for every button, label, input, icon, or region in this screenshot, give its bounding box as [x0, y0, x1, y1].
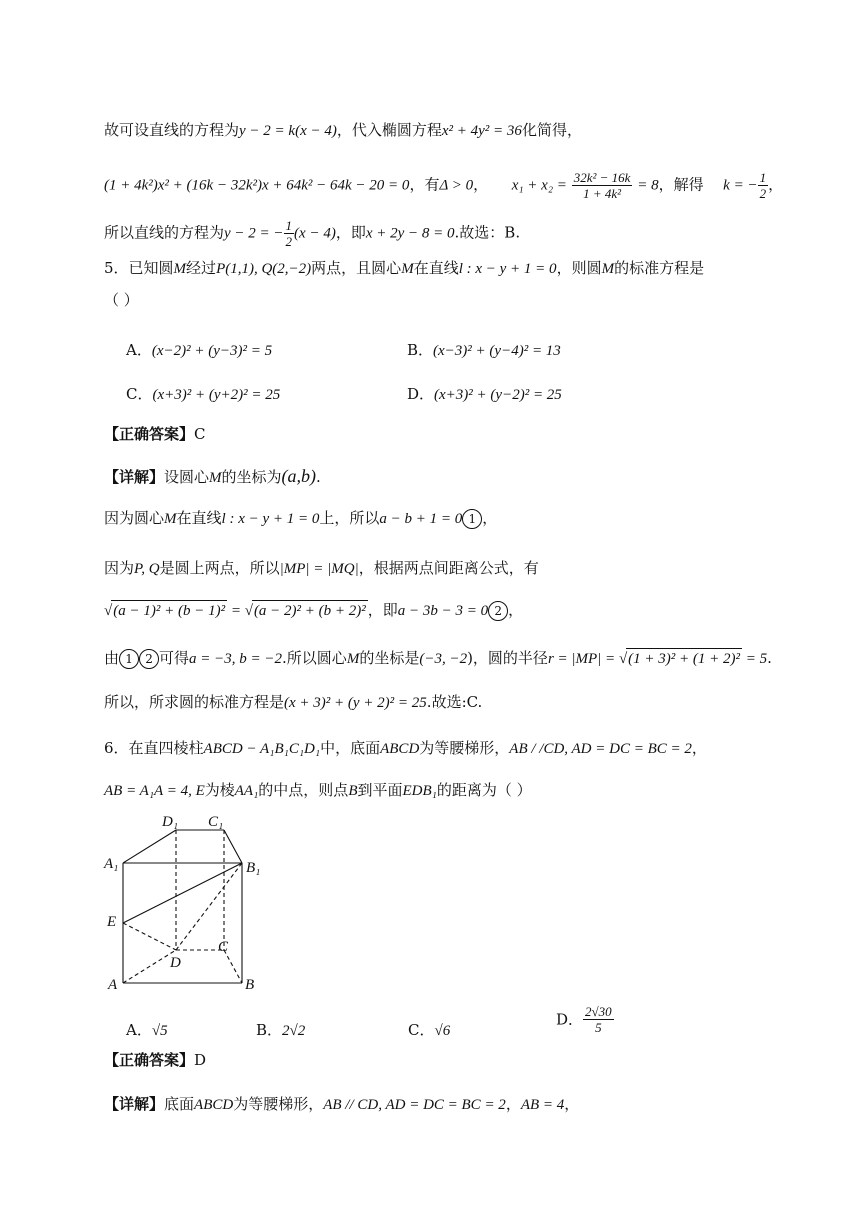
denominator: 2 — [759, 186, 767, 201]
q6-answer — [104, 1050, 206, 1070]
label-a: A — [108, 977, 118, 993]
equation: AB // CD, AD = DC = BC = 2 — [323, 1097, 506, 1113]
equation: EDB₁ — [402, 783, 437, 799]
text: 在直线 — [176, 509, 222, 527]
text: 所以直线的方程为 — [104, 223, 225, 242]
detail-label: 【详解】 — [104, 1095, 165, 1113]
equation: P, Q — [134, 561, 160, 577]
q5-detail-4 — [104, 600, 523, 621]
prev-line-3 — [104, 218, 520, 249]
fraction — [758, 170, 769, 201]
prev-line-2 — [104, 170, 783, 201]
q5-stem — [104, 258, 704, 279]
edge-c1b1 — [224, 830, 242, 863]
equation: (a,b) — [281, 466, 317, 486]
label-d1: D₁ — [162, 814, 179, 830]
equation: = 8 — [637, 177, 659, 194]
equation: x + 2y − 8 = 0 — [365, 225, 455, 242]
fraction — [284, 218, 295, 249]
equation: a − b + 1 = 0 — [379, 511, 463, 527]
fraction — [572, 170, 633, 201]
q6-stem-1 — [104, 738, 707, 759]
circled-number: 1 — [462, 509, 482, 529]
option-label: B． — [256, 1021, 283, 1039]
text: 化简得， — [521, 121, 582, 139]
equation: y − 2 = − — [224, 225, 284, 242]
equation: AB = 4 — [520, 1097, 565, 1113]
text: ，则圆 — [556, 259, 602, 277]
equation: a = −3, b = −2 — [189, 651, 283, 667]
label-d: D — [170, 955, 181, 971]
text: 两点，且圆心 — [311, 259, 402, 277]
segment-ed — [123, 923, 176, 950]
equation: ABCD − A₁B₁C₁D₁ — [203, 741, 321, 757]
q6-option-c — [408, 1020, 450, 1041]
equation: (−3, −2 — [419, 651, 468, 667]
equation: AA₁ — [234, 783, 259, 799]
q5-paren: （ ） — [104, 291, 139, 309]
text: )，圆的半径 — [467, 649, 548, 667]
numerator: 2√30 — [585, 1004, 612, 1019]
answer-label: 【正确答案】 — [104, 425, 195, 443]
equation: x₁ + x₂ = — [511, 177, 567, 194]
q5-detail-1 — [104, 466, 321, 488]
prism-figure — [100, 808, 270, 998]
text: 为棱 — [204, 781, 235, 799]
text: 6．在直四棱柱 — [104, 739, 204, 757]
text: ， — [505, 1095, 521, 1113]
numerator: 32k² − 16k — [573, 170, 631, 185]
numerator: 1 — [759, 170, 767, 185]
var: M — [601, 261, 615, 277]
denominator: 5 — [595, 1020, 602, 1035]
equation: (x + 3)² + (y + 2)² = 25 — [284, 695, 427, 711]
text: 所以，所求圆的标准方程是 — [104, 693, 285, 711]
text: ， — [564, 1095, 580, 1113]
text: 设圆心 — [164, 468, 210, 486]
text: .所以圆心 — [282, 649, 347, 667]
var: M — [173, 261, 187, 277]
text: 故可设直线的方程为 — [104, 121, 240, 139]
label-a1: A₁ — [104, 856, 119, 872]
equation: l : x − y + 1 = 0 — [221, 511, 320, 527]
equation: AB = A₁A = 4, E — [104, 783, 205, 799]
option-label: C． — [126, 385, 153, 403]
q5-detail-5 — [104, 648, 772, 669]
text: 是圆上两点，所以 — [159, 559, 280, 577]
equation: x² + 4y² = 36 — [441, 123, 522, 139]
text: 的距离为（ ） — [436, 781, 532, 799]
circled-number: 1 — [119, 649, 139, 669]
radicand: (a − 2)² + (b + 2)² — [252, 600, 368, 621]
text: ，有 — [409, 175, 440, 194]
var: M — [346, 651, 360, 667]
var: M — [401, 261, 414, 277]
text: .故选：B. — [454, 223, 521, 242]
text: ，根据两点间距离公式，有 — [358, 559, 539, 577]
option-equation: √6 — [434, 1023, 451, 1039]
label-b: B — [245, 977, 255, 993]
text: 因为圆心 — [104, 509, 165, 527]
text: 由 — [104, 649, 120, 667]
option-equation: √5 — [151, 1023, 168, 1039]
q6-detail-1 — [104, 1094, 579, 1115]
option-label: B． — [407, 341, 434, 359]
q5-option-d — [407, 384, 562, 405]
equation: k = − — [723, 177, 758, 194]
text: 上，所以 — [319, 509, 380, 527]
radicand: (1 + 3)² + (1 + 2)² — [626, 648, 742, 669]
option-equation: (x+3)² + (y+2)² = 25 — [152, 387, 281, 403]
text: 为等腰梯形， — [419, 739, 510, 757]
equation: = 5 — [742, 651, 768, 667]
label-c1: C₁ — [208, 814, 224, 830]
text: ， — [691, 739, 707, 757]
text: 在直线 — [413, 259, 459, 277]
denominator: 2 — [285, 234, 293, 249]
equation: Δ > 0 — [439, 177, 474, 194]
text: 中，底面 — [320, 739, 381, 757]
answer-value: D — [194, 1051, 207, 1069]
text: 底面 — [164, 1095, 195, 1113]
circled-number: 2 — [139, 649, 159, 669]
text: 的中点，则点 — [258, 781, 349, 799]
q5-option-b — [407, 340, 561, 361]
q6-option-d — [556, 1004, 614, 1035]
equation: l : x − y + 1 = 0 — [458, 261, 557, 277]
equation: a − 3b − 3 = 0 — [397, 603, 489, 619]
equation: |MP| = |MQ| — [279, 561, 359, 577]
equation: P(1,1), Q(2,−2) — [216, 261, 312, 277]
denominator: 1 + 4k² — [583, 186, 622, 201]
equation: AB / /CD, AD = DC = BC = 2 — [509, 741, 692, 757]
equation: ABCD — [194, 1097, 234, 1113]
equation: (1 + 4k²)x² + (16k − 32k²)x + 64k² − 64k − 20 = 0 — [104, 177, 410, 194]
text: 可得 — [159, 649, 190, 667]
option-label: A． — [126, 341, 152, 359]
sqrt-sign: √ — [104, 603, 113, 619]
text: ， — [473, 175, 489, 194]
sqrt-sign: √ — [618, 651, 628, 667]
q6-option-b — [256, 1020, 305, 1041]
option-equation: (x+3)² + (y−2)² = 25 — [434, 387, 562, 403]
detail-label: 【详解】 — [104, 468, 165, 486]
text: ，即 — [367, 601, 398, 619]
equals: = — [227, 603, 245, 619]
segment-db1 — [176, 863, 242, 950]
option-equation: 2√2 — [282, 1023, 306, 1039]
equation: r = |MP| = — [547, 651, 619, 667]
label-e: E — [107, 914, 117, 930]
q5-detail-3 — [104, 558, 539, 579]
text: 的标准方程是 — [614, 259, 705, 277]
text: ，解得 — [658, 175, 704, 194]
option-label: A． — [126, 1021, 152, 1039]
label-b1: B₁ — [246, 860, 261, 876]
answer-value: C — [194, 425, 206, 443]
prev-line-1 — [104, 120, 582, 141]
text: . — [316, 468, 321, 486]
equation: ABCD — [380, 741, 420, 757]
sqrt-sign: √ — [244, 603, 253, 619]
q6-stem-2 — [104, 780, 532, 801]
edge-ad — [123, 950, 176, 983]
text: 的坐标是 — [359, 649, 420, 667]
numerator: 1 — [285, 218, 293, 233]
option-label: D． — [407, 385, 435, 403]
text: ， — [768, 175, 784, 194]
answer-label: 【正确答案】 — [104, 1051, 195, 1069]
fraction — [583, 1004, 614, 1035]
text: .故选:C. — [426, 693, 483, 711]
text: ，代入椭圆方程 — [336, 121, 442, 139]
text: ，即 — [335, 223, 366, 242]
var: M — [209, 470, 222, 486]
q5-option-c — [126, 384, 280, 405]
edge-a1d1 — [123, 830, 176, 863]
var: B — [348, 783, 358, 799]
text: . — [767, 649, 772, 667]
equation: (x − 4) — [294, 225, 336, 242]
text: 经过 — [186, 259, 217, 277]
circled-number: 2 — [488, 601, 508, 621]
text: 为等腰梯形， — [233, 1095, 324, 1113]
option-label: C． — [408, 1021, 435, 1039]
q5-option-a — [126, 340, 272, 361]
option-label: D． — [556, 1010, 584, 1029]
option-equation: (x−3)² + (y−4)² = 13 — [433, 343, 561, 359]
equation: y − 2 = k(x − 4) — [239, 123, 337, 139]
radicand: (a − 1)² + (b − 1)² — [111, 600, 227, 621]
text: 因为 — [104, 559, 135, 577]
text: 5．已知圆 — [104, 259, 174, 277]
label-c: C — [218, 939, 229, 955]
q5-answer — [104, 424, 206, 444]
q5-detail-6 — [104, 692, 482, 713]
option-equation: (x−2)² + (y−3)² = 5 — [151, 343, 273, 359]
text: 的坐标为 — [221, 468, 282, 486]
q6-option-a — [126, 1020, 168, 1041]
text: ， — [508, 601, 524, 619]
text: 到平面 — [357, 781, 403, 799]
text: ， — [482, 509, 498, 527]
var: M — [164, 511, 177, 527]
q5-detail-2 — [104, 508, 497, 529]
